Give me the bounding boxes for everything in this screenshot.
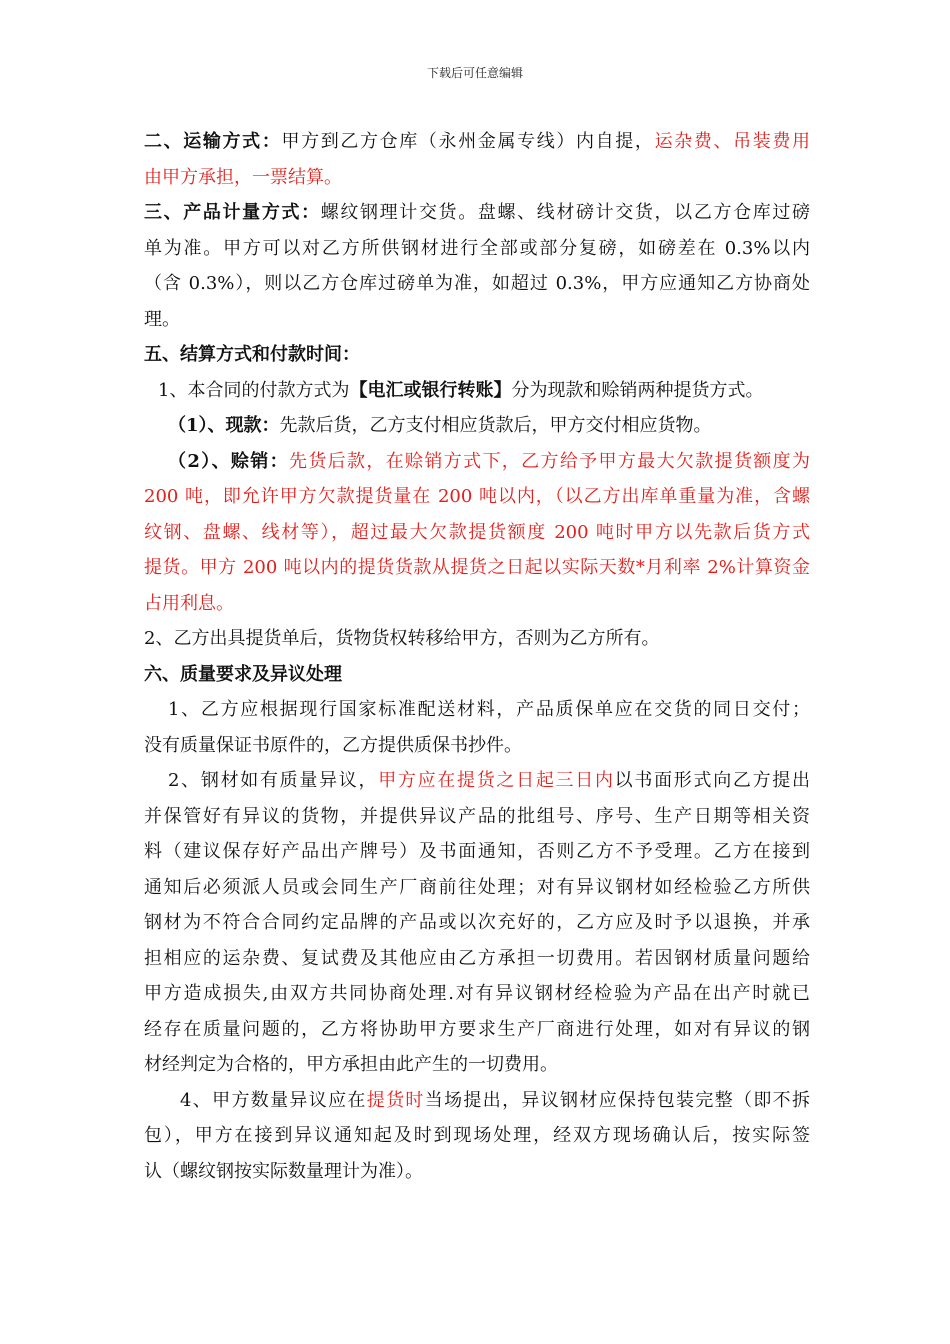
transport-heading: 二、运输方式：: [144, 131, 282, 152]
quality-p1-line-1: 1、乙方应根据现行国家标准配送材料，产品质保单应在交货的同日交付；: [168, 699, 810, 720]
transport-line-1: 二、运输方式：甲方到乙方仓库（永州金属专线）内自提，运杂费、吊装费用: [144, 131, 810, 152]
quantity-line-3: 认（螺纹钢按实际数量理计为准）。: [144, 1160, 423, 1182]
credit-line-3: 纹钢、盘螺、线材等），超过最大欠款提货额度 200 吨时甲方以先款后货方式: [144, 521, 810, 543]
transport-line-2: 由甲方承担，一票结算。: [144, 166, 342, 188]
cash-line: （1）、现款：先款后货，乙方支付相应货款后，甲方交付相应货物。: [168, 415, 712, 436]
quantity-line-2: 包），甲方在接到异议通知起及时到现场处理，经双方现场确认后，按实际签: [144, 1125, 810, 1146]
quality-p2-line-1: 2、钢材如有质量异议，甲方应在提货之日起三日内以书面形式向乙方提出: [168, 770, 810, 791]
measure-heading: 三、产品计量方式：: [144, 202, 321, 223]
measure-line-3: （含 0.3%），则以乙方仓库过磅单为准，如超过 0.3%，甲方应通知乙方协商处: [144, 273, 810, 294]
contract-body: [144, 124, 810, 1189]
credit-line-2: 200 吨，即允许甲方欠款提货量在 200 吨以内，（以乙方出库单重量为准，含螺: [144, 486, 810, 507]
payment-method-highlight: 【电汇或银行转账】: [349, 379, 512, 401]
measure-line-1: 三、产品计量方式：螺纹钢理计交货。盘螺、线材磅计交货，以乙方仓库过磅: [144, 202, 810, 223]
payment-method-line: 1、本合同的付款方式为【电汇或银行转账】分为现款和赊销两种提货方式。: [158, 379, 764, 401]
settlement-heading: 五、结算方式和付款时间：: [144, 344, 360, 365]
credit-line-4: 提货。甲方 200 吨以内的提货货款从提货之日起以实际天数*月利率 2%计算资金: [144, 557, 810, 578]
quality-p2-line-4: 通知后必须派人员或会同生产厂商前往处理；对有异议钢材如经检验乙方所供: [144, 876, 810, 898]
title-transfer-line: 2、乙方出具提货单后，货物货权转移给甲方，否则为乙方所有。: [144, 628, 660, 649]
quality-p1-line-2: 没有质量保证书原件的，乙方提供质保书抄件。: [144, 734, 522, 756]
quality-p2-line-5: 钢材为不符合合同约定品牌的产品或以次充好的，乙方应及时予以退换，并承: [144, 912, 810, 933]
quality-p2-line-2: 并保管好有异议的货物，并提供异议产品的批组号、序号、生产日期等相关资: [144, 805, 810, 827]
quality-p2-line-3: 料（建议保存好产品出产牌号）及书面通知，否则乙方不予受理。乙方在接到: [144, 841, 810, 862]
quality-p2-line-9: 材经判定为合格的，甲方承担由此产生的一切费用。: [144, 1054, 558, 1075]
measure-line-4: 理。: [144, 308, 180, 330]
credit-line-5: 占用利息。: [144, 592, 234, 614]
quality-p2-line-8: 经存在质量问题的，乙方将协助甲方要求生产厂商进行处理，如对有异议的钢: [144, 1018, 810, 1040]
quality-p2-line-6: 担相应的运杂费、复试费及其他应由乙方承担一切费用。若因钢材质量问题给: [144, 947, 810, 969]
credit-line-1: （2）、赊销：先货后款，在赊销方式下，乙方给予甲方最大欠款提货额度为: [168, 450, 810, 472]
page-header: 下载后可任意编辑: [426, 66, 523, 80]
quality-heading: 六、质量要求及异议处理: [144, 663, 342, 685]
quantity-line-1: 4、甲方数量异议应在提货时当场提出，异议钢材应保持包装完整（即不拆: [180, 1089, 810, 1111]
quality-p2-line-7: 甲方造成损失,由双方共同协商处理.对有异议钢材经检验为产品在出产时就已: [144, 983, 810, 1004]
measure-line-2: 单为准。甲方可以对乙方所供钢材进行全部或部分复磅，如磅差在 0.3%以内: [144, 237, 810, 259]
